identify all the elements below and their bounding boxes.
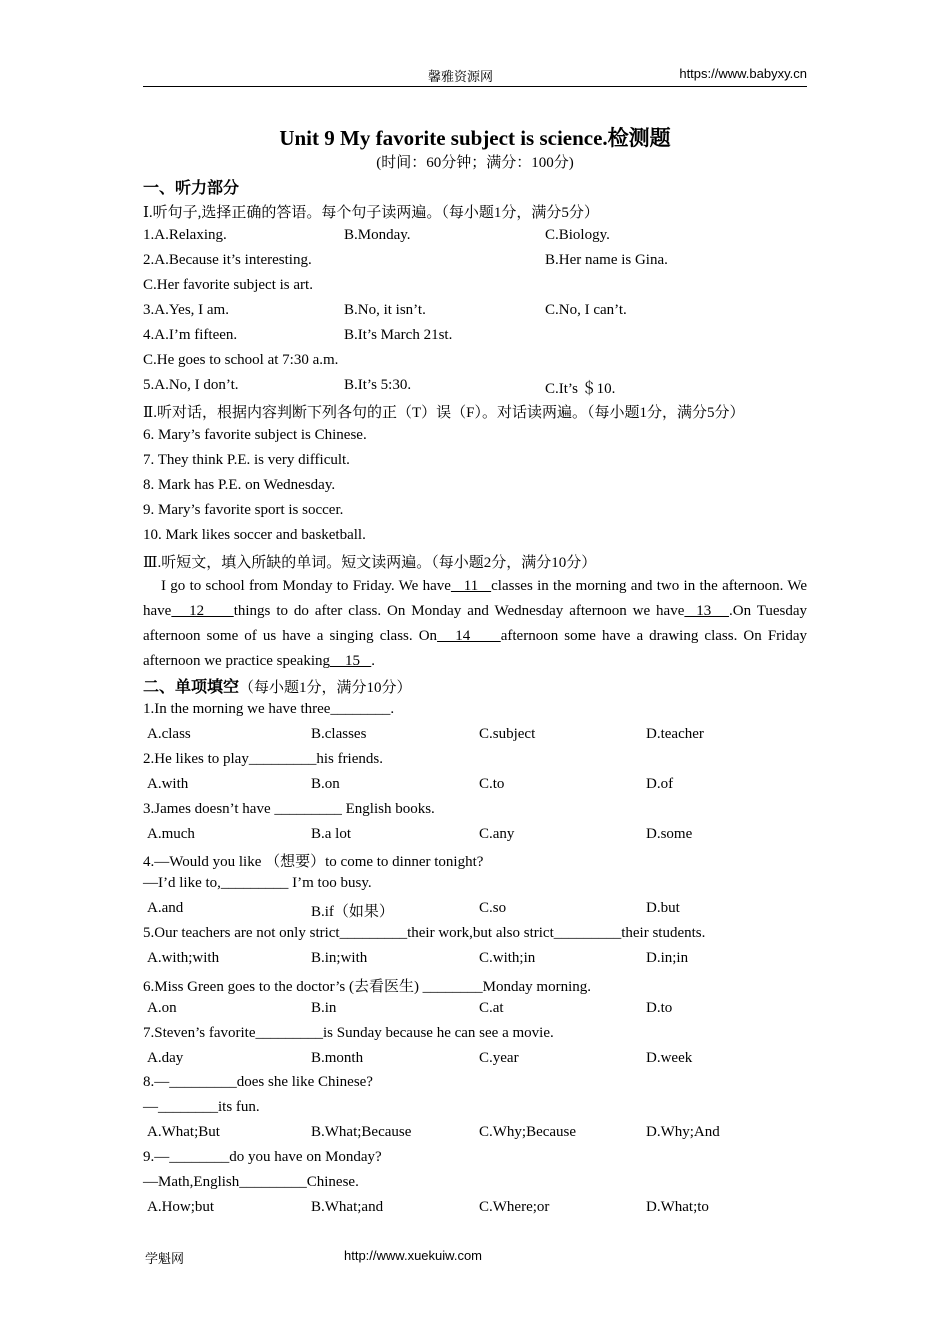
part2-heading: 二、单项填空 <box>143 677 240 696</box>
page-title: Unit 9 My favorite subject is science.检测题 <box>279 126 671 150</box>
part2-note: （每小题1分，满分10分） <box>239 680 412 696</box>
option-d[interactable]: D.Why;And <box>646 1124 720 1140</box>
blank-11[interactable]: 11 <box>450 578 492 594</box>
option-c[interactable]: C.year <box>479 1050 519 1066</box>
question-stem: 1.In the morning we have three________. <box>143 701 395 717</box>
blank-13[interactable]: 13 <box>684 603 729 619</box>
question-stem: 6.Miss Green goes to the doctor’s (去看医生) ________Monday morning. <box>143 979 592 995</box>
section3-title: Ⅲ.听短文，填入所缺的单词。短文读两遍。（每小题2分，满分10分） <box>143 555 597 571</box>
option: 4.A.I’m fifteen. <box>143 327 238 343</box>
option: C.No, I can’t. <box>545 302 627 318</box>
part2-heading-row <box>143 674 412 697</box>
option-b[interactable]: B.if（如果） <box>311 904 394 920</box>
header-site-name: 馨雅资源网 <box>428 70 494 85</box>
option-c[interactable]: C.to <box>479 776 505 792</box>
question-stem: 2.He likes to play_________his friends. <box>143 751 383 767</box>
option: B.Her name is Gina. <box>545 252 668 268</box>
question-stem: 8.—_________does she like Chinese? <box>143 1074 373 1090</box>
option: 1.A.Relaxing. <box>143 227 227 243</box>
option-b[interactable]: B.on <box>311 776 340 792</box>
part1-heading: 一、听力部分 <box>143 178 240 197</box>
option-a[interactable]: A.class <box>147 726 191 742</box>
option-c[interactable]: C.so <box>479 900 507 916</box>
option: C.Her favorite subject is art. <box>143 277 313 293</box>
footer-url[interactable]: http://www.xuekuiw.com <box>344 1248 482 1263</box>
option-a[interactable]: A.day <box>147 1050 184 1066</box>
question-stem: 5.Our teachers are not only strict_________their work,but also strict_________their students. <box>143 925 706 941</box>
option-b[interactable]: B.a lot <box>311 826 351 842</box>
passage-text: classes in the morning and two in the afternoon. We have <box>143 578 807 619</box>
option-d[interactable]: D.teacher <box>646 726 704 742</box>
option: C.He goes to school at 7:30 a.m. <box>143 352 339 368</box>
question-stem: 9.—________do you have on Monday? <box>143 1149 382 1165</box>
option: B.It’s 5:30. <box>344 377 412 393</box>
question-stem: —I’d like to,_________ I’m too busy. <box>143 875 372 891</box>
page-header <box>143 66 807 87</box>
option-d[interactable]: D.week <box>646 1050 693 1066</box>
question-stem: —Math,English_________Chinese. <box>143 1174 359 1190</box>
passage <box>143 574 807 674</box>
option: 5.A.No, I don’t. <box>143 377 239 393</box>
statement-item: 9. Mary’s favorite sport is soccer. <box>143 502 344 518</box>
option-b[interactable]: B.in;with <box>311 950 368 966</box>
question-stem: 4.—Would you like （想要）to come to dinner tonight? <box>143 854 484 870</box>
statement-item: 10. Mark likes soccer and basketball. <box>143 527 366 543</box>
statement-item: 6. Mary’s favorite subject is Chinese. <box>143 427 367 443</box>
footer-site-name: 学魁网 <box>145 1252 185 1267</box>
option: B.No, it isn’t. <box>344 302 426 318</box>
option: 2.A.Because it’s interesting. <box>143 252 312 268</box>
option-c[interactable]: C.any <box>479 826 515 842</box>
option-d[interactable]: D.to <box>646 1000 673 1016</box>
option-b[interactable]: B.classes <box>311 726 367 742</box>
option-d[interactable]: D.but <box>646 900 680 916</box>
blank-14[interactable]: 14 <box>437 628 501 644</box>
option-a[interactable]: A.What;But <box>147 1124 220 1140</box>
option-d[interactable]: D.of <box>646 776 674 792</box>
option-c[interactable]: C.Why;Because <box>479 1124 577 1140</box>
option-c[interactable]: C.Where;or <box>479 1199 550 1215</box>
statement-item: 7. They think P.E. is very difficult. <box>143 452 350 468</box>
question-stem: 3.James doesn’t have _________ English books. <box>143 801 435 817</box>
blank-12[interactable]: 12 <box>171 603 234 619</box>
option-a[interactable]: A.with;with <box>147 950 220 966</box>
option-c[interactable]: C.subject <box>479 726 536 742</box>
passage-text: . <box>371 653 375 669</box>
question-stem: —________its fun. <box>143 1099 260 1115</box>
option-d[interactable]: D.in;in <box>646 950 689 966</box>
page-subtitle: (时间：60分钟；满分：100分) <box>376 155 574 171</box>
option-d[interactable]: D.What;to <box>646 1199 709 1215</box>
option-d[interactable]: D.some <box>646 826 693 842</box>
option-b[interactable]: B.month <box>311 1050 364 1066</box>
option-b[interactable]: B.What;and <box>311 1199 384 1215</box>
blank-15[interactable]: 15 <box>330 653 372 669</box>
option-b[interactable]: B.What;Because <box>311 1124 412 1140</box>
option-a[interactable]: A.with <box>147 776 189 792</box>
option-a[interactable]: A.much <box>147 826 195 842</box>
statement-item: 8. Mark has P.E. on Wednesday. <box>143 477 336 493</box>
option-a[interactable]: A.and <box>147 900 184 916</box>
option-a[interactable]: A.How;but <box>147 1199 215 1215</box>
option-c[interactable]: C.at <box>479 1000 504 1016</box>
option: C.It’s ＄10. <box>545 381 616 397</box>
section1-title: Ⅰ.听句子,选择正确的答语。每个句子读两遍。（每小题1分，满分5分） <box>143 205 599 221</box>
option: 3.A.Yes, I am. <box>143 302 229 318</box>
option-b[interactable]: B.in <box>311 1000 337 1016</box>
passage-text: afternoon some have a drawing class. On Friday afternoon we practice speaking <box>143 628 807 669</box>
option: C.Biology. <box>545 227 610 243</box>
option-c[interactable]: C.with;in <box>479 950 536 966</box>
passage-text: things to do after class. On Monday and Wednesday afternoon we have <box>233 603 685 619</box>
section2-title: Ⅱ.听对话，根据内容判断下列各句的正（T）误（F）。对话读两遍。（每小题1分，满分5分） <box>143 405 745 421</box>
option: B.It’s March 21st. <box>344 327 453 343</box>
passage-text: .On Tuesday afternoon some of us have a singing class. On <box>143 603 808 644</box>
option: B.Monday. <box>344 227 411 243</box>
passage-text: I go to school from Monday to Friday. We have <box>161 578 451 594</box>
question-stem: 7.Steven’s favorite_________is Sunday because he can see a movie. <box>143 1025 554 1041</box>
option-a[interactable]: A.on <box>147 1000 177 1016</box>
header-url[interactable]: https://www.babyxy.cn <box>679 66 807 81</box>
